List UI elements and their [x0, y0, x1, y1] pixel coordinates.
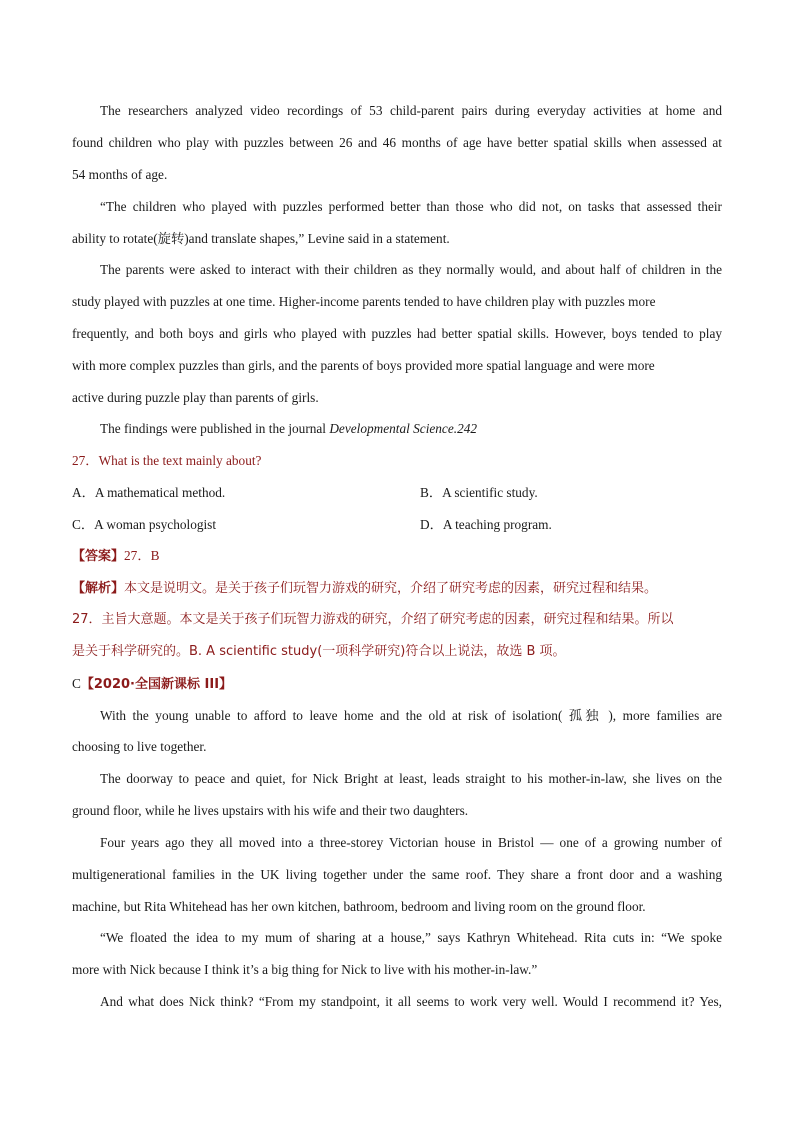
- passage-b-paragraph-1-line-3: 54 months of age.: [72, 167, 168, 182]
- passage-b-paragraph-2-line-1: “The children who played with puzzles performed better than those who did not, on tasks that assessed their: [100, 199, 722, 214]
- passage-b-paragraph-1-line-2: found children who play with puzzles between 26 and 46 months of age have better spatial skills when assessed at: [72, 135, 722, 150]
- passage-c-paragraph-2-line-2: ground floor, while he lives upstairs with his wife and their two daughters.: [72, 803, 469, 818]
- passage-b-paragraph-3-line-4: with more complex puzzles than girls, and the parents of boys provided more spatial language and were more: [72, 358, 655, 373]
- passage-c-paragraph-5-line-1: And what does Nick think? “From my standpoint, it all seems to work very well. Would I recommend it? Yes,: [100, 994, 722, 1009]
- passage-c-paragraph-3-line-3: machine, but Rita Whitehead has her own kitchen, bathroom, bedroom and living room on the ground floor.: [72, 899, 646, 914]
- question-27-options-row-2: [72, 516, 722, 534]
- option-d: D．A teaching program.: [420, 517, 552, 532]
- option-a: A．A mathematical method.: [72, 485, 226, 500]
- answer-line: [72, 547, 722, 566]
- passage-c-paragraph-1-line-1: With the young unable to afford to leave home and the old at risk of isolation( 孤独 ), more families are: [100, 708, 722, 723]
- passage-b-paragraph-3-line-2: study played with puzzles at one time. Higher-income parents tended to have children play with puzzles more: [72, 294, 656, 309]
- question-27-options-row-1: [72, 484, 722, 502]
- passage-c-header: [72, 675, 722, 694]
- publication-sentence: The findings were published in the journal: [100, 421, 330, 436]
- passage-b-paragraph-3-line-1: The parents were asked to interact with their children as they normally would, and about half of children in the: [100, 262, 722, 277]
- answer-tag: 【答案】: [72, 549, 125, 564]
- answer-value: 27．B: [124, 548, 160, 563]
- analysis-summary-line: [72, 579, 722, 598]
- passage-b-paragraph-4: [100, 420, 722, 438]
- analysis-detail-line-1: 27．主旨大意题。本文是关于孩子们玩智力游戏的研究，介绍了研究考虑的因素，研究过程和结果。所以: [72, 612, 674, 627]
- passage-b-paragraph-1-line-1: The researchers analyzed video recordings of 53 child-parent pairs during everyday activities at home and: [100, 103, 722, 118]
- passage-c-paragraph-3-line-2: multigenerational families in the UK living together under the same roof. They share a front door and a washing: [72, 867, 722, 882]
- analysis-tag: 【解析】: [72, 581, 125, 596]
- journal-name: Developmental Science.242: [329, 421, 478, 436]
- passage-b-paragraph-2-line-2: ability to rotate(旋转)and translate shapes,” Levine said in a statement.: [72, 231, 450, 246]
- option-c: C．A woman psychologist: [72, 517, 217, 532]
- passage-c-paragraph-3-line-1: Four years ago they all moved into a three-storey Victorian house in Bristol — one of a growing number of: [100, 835, 722, 850]
- passage-c-paragraph-4-line-1: “We floated the idea to my mum of sharing at a house,” says Kathryn Whitehead. Rita cuts in: “We spoke: [100, 930, 722, 945]
- passage-b-paragraph-3-line-5: active during puzzle play than parents of girls.: [72, 390, 319, 405]
- analysis-summary: 本文是说明文。是关于孩子们玩智力游戏的研究，介绍了研究考虑的因素，研究过程和结果。: [124, 581, 658, 596]
- passage-c-paragraph-2-line-1: The doorway to peace and quiet, for Nick Bright at least, leads straight to his mother-in-law, she lives on the: [100, 771, 722, 786]
- passage-b-paragraph-3-line-3: frequently, and both boys and girls who played with puzzles had better spatial skills. However, boys tended to play: [72, 326, 722, 341]
- option-b: B．A scientific study.: [420, 485, 538, 500]
- passage-c-source: 【2020·全国新课标 III】: [80, 677, 233, 692]
- passage-c-label: C: [72, 676, 81, 691]
- passage-c-paragraph-4-line-2: more with Nick because I think it’s a big thing for Nick to live with his mother-in-law.”: [72, 962, 538, 977]
- analysis-detail-line-2: 是关于科学研究的。B. A scientific study(一项科学研究)符合以上说法，故选 B 项。: [72, 644, 566, 659]
- question-27-stem: 27．What is the text mainly about?: [72, 453, 262, 468]
- passage-c-paragraph-1-line-2: choosing to live together.: [72, 739, 207, 754]
